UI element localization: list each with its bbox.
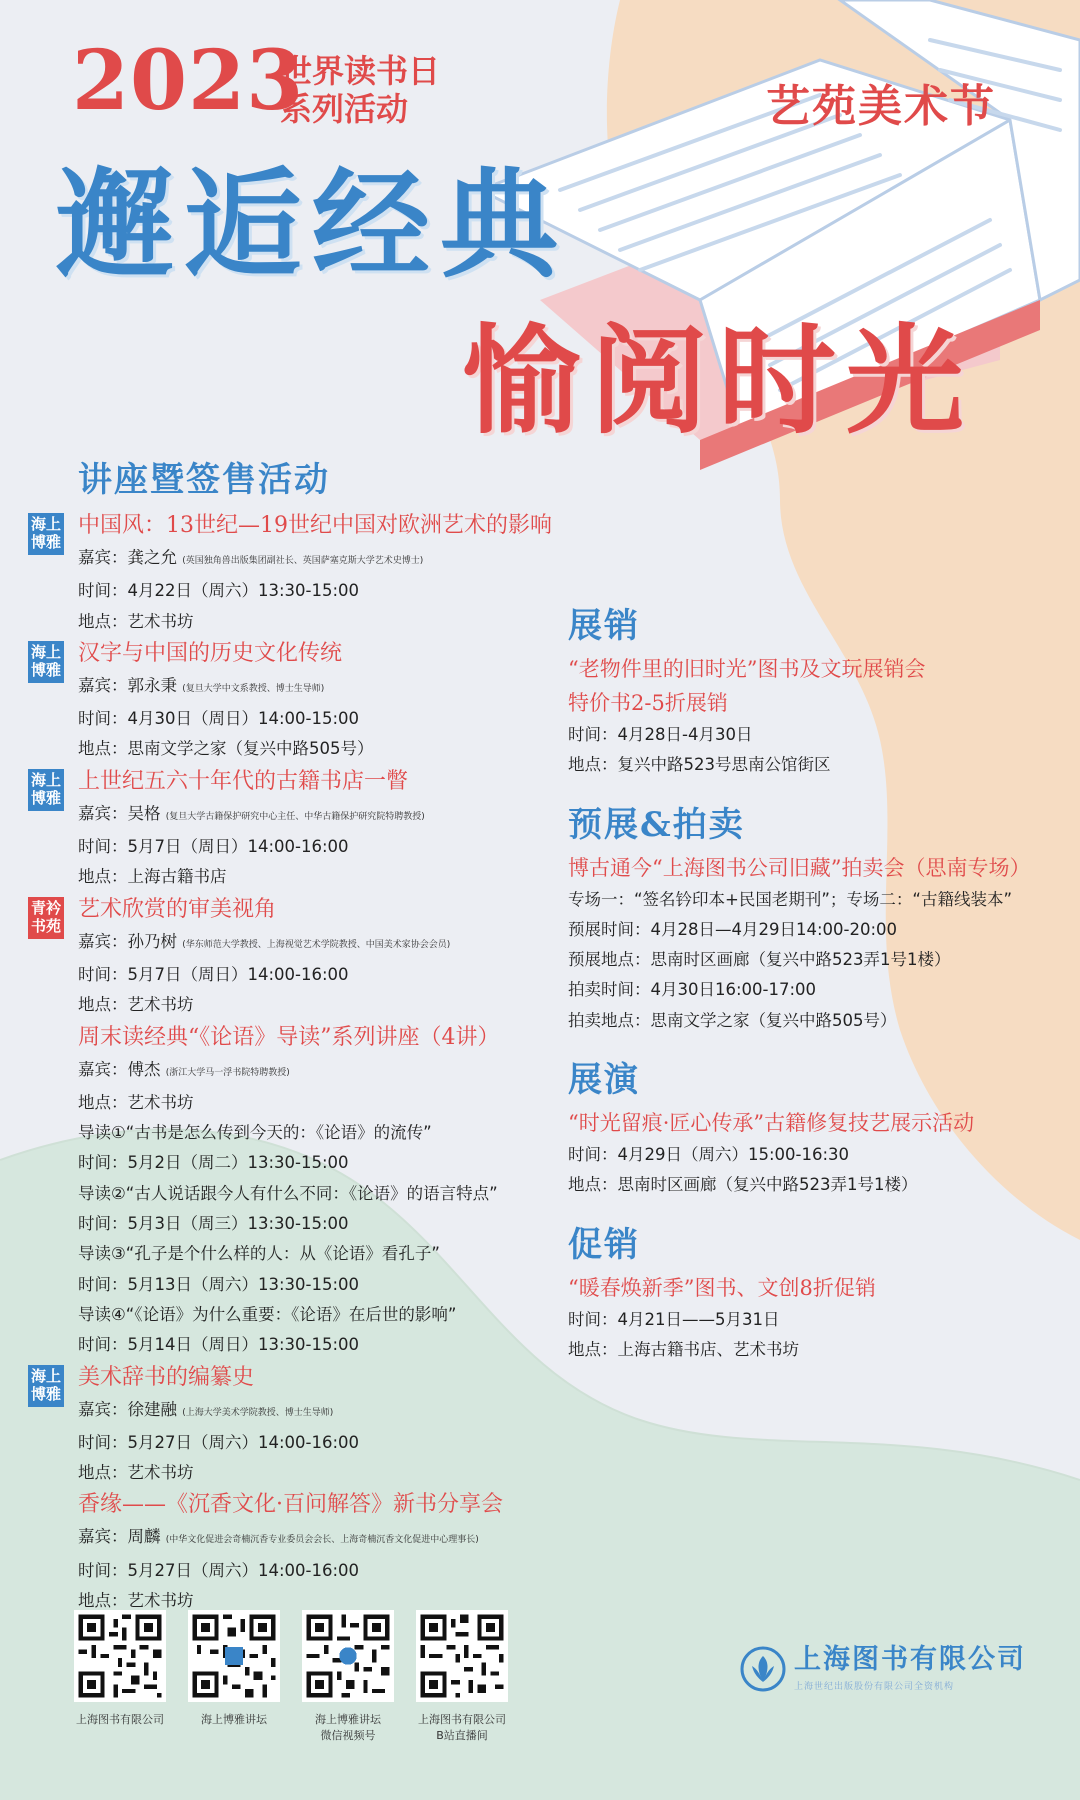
analects-session-time: 时间：5月2日（周二）13:30-15:00	[78, 1153, 349, 1173]
analects-session-time: 时间：5月3日（周三）13:30-15:00	[78, 1214, 349, 1234]
analects-session-topic: 导读③“孔子是个什么样的人：从《论语》看孔子”	[78, 1244, 440, 1264]
qr-label: 海上博雅讲坛 微信视频号	[315, 1713, 381, 1742]
promo-section	[568, 1219, 1073, 1366]
lecture-title: 上世纪五六十年代的古籍书店一瞥	[78, 768, 409, 794]
lecture-guest: 嘉宾：吴格 (复旦大学古籍保护研究中心主任、中华古籍保护研究院特聘教授)	[78, 803, 425, 823]
lecture-place: 地点：艺术书坊	[78, 1463, 194, 1483]
year-heading: 2023	[72, 33, 305, 129]
event-line2: 系列活动	[280, 90, 409, 128]
auction-line: 预展地点：思南时区画廊（复兴中路523弄1号1楼）	[568, 950, 951, 970]
book-sharing-title: 香缘——《沉香文化·百问解答》新书分享会	[78, 1492, 503, 1518]
auction-line: 拍卖时间：4月30日16:00-17:00	[568, 980, 817, 1000]
book-sharing-time: 时间：5月27日（周六）14:00-16:00	[78, 1560, 360, 1580]
event-label	[280, 52, 440, 128]
lecture-badge: 海上博雅	[28, 1365, 64, 1407]
qr-code-row	[74, 1610, 508, 1744]
lecture-time: 时间：5月7日（周日）14:00-16:00	[78, 837, 349, 857]
qr-label: 上海图书有限公司	[76, 1713, 164, 1726]
company-logo	[740, 1645, 1026, 1692]
promo-place: 地点：上海古籍书店、艺术书坊	[568, 1339, 799, 1359]
auction-line: 专场一：“签名钤印本+民国老期刊”；专场二：“古籍线装本”	[568, 889, 1013, 909]
main-title-line2: 愉阅时光	[462, 311, 975, 450]
right-column	[568, 600, 1073, 1383]
lecture-title: 艺术欣赏的审美视角	[78, 896, 277, 922]
lecture-badge: 海上博雅	[28, 513, 64, 555]
lecture-guest: 嘉宾：孙乃树 (华东师范大学教授、上海视觉艺术学院教授、中国美术家协会会员)	[78, 931, 451, 951]
lecture-badge: 青衿书苑	[28, 897, 64, 939]
book-sharing-guest: 嘉宾：周麟 (中华文化促进会奇楠沉香专业委员会会长、上海奇楠沉香文化促进中心理事长)	[78, 1527, 479, 1547]
auction-line: 拍卖地点：思南文学之家（复兴中路505号）	[568, 1010, 897, 1030]
analects-guest: 嘉宾：傅杰 (浙江大学马一浮书院特聘教授)	[78, 1059, 290, 1079]
exhibition-place: 地点：复兴中路523号思南公馆街区	[568, 755, 831, 775]
lecture-place: 地点：艺术书坊	[78, 611, 194, 631]
lectures-section	[22, 452, 562, 1616]
lecture-item	[22, 509, 562, 637]
qr-label: 海上博雅讲坛	[201, 1713, 267, 1726]
qr-code-item	[302, 1610, 394, 1744]
book-sharing-item	[22, 1488, 562, 1616]
analects-session-topic: 导读④“《论语》为什么重要：《论语》在后世的影响”	[78, 1304, 457, 1324]
promo-time: 时间：4月21日——5月31日	[568, 1309, 780, 1329]
lecture-time: 时间：4月22日（周六）13:30-15:00	[78, 581, 360, 601]
event-line1: 世界读书日	[280, 52, 441, 90]
main-title-line1: 邂逅经典	[56, 155, 569, 294]
exhibition-section	[568, 600, 1073, 781]
lecture-guest: 嘉宾：龚之允 (英国独角兽出版集团副社长、英国萨塞克斯大学艺术史博士)	[78, 548, 424, 567]
lecture-title: 汉字与中国的历史文化传统	[78, 640, 343, 666]
lecture-item	[22, 765, 562, 893]
show-section	[568, 1054, 1073, 1201]
qr-label: 上海图书有限公司 B站直播间	[418, 1713, 506, 1742]
show-time: 时间：4月29日（周六）15:00-16:30	[568, 1145, 850, 1165]
company-subtitle: 上海世纪出版股份有限公司全资机构	[794, 1682, 955, 1692]
promo-title: 促销	[568, 1224, 640, 1265]
analects-series	[22, 1021, 562, 1361]
book-sharing-place: 地点：艺术书坊	[78, 1591, 194, 1611]
company-logo-text	[794, 1645, 1026, 1692]
auction-title: 预展&拍卖	[568, 804, 745, 845]
qr-code-item	[416, 1610, 508, 1744]
qr-code-item	[74, 1610, 166, 1744]
qr-code-icon[interactable]	[74, 1610, 166, 1702]
analects-session-topic: 导读②“古人说话跟今人有什么不同：《论语》的语言特点”	[78, 1183, 498, 1203]
auction-line: 预展时间：4月28日—4月29日14:00-20:00	[568, 919, 898, 939]
show-subtitle: “时光留痕·匠心传承”古籍修复技艺展示活动	[568, 1111, 975, 1136]
show-title: 展演	[568, 1060, 640, 1101]
analects-place: 地点：艺术书坊	[78, 1092, 194, 1112]
lecture-time: 时间：4月30日（周日）14:00-15:00	[78, 709, 360, 729]
lecture-place: 地点：艺术书坊	[78, 995, 194, 1015]
promo-subtitle: “暖春焕新季”图书、文创8折促销	[568, 1275, 876, 1300]
lecture-item	[22, 1361, 562, 1489]
qr-code-icon[interactable]	[302, 1610, 394, 1702]
lecture-place: 地点：思南文学之家（复兴中路505号）	[78, 739, 374, 759]
lecture-item	[22, 893, 562, 1021]
analects-session-time: 时间：5月13日（周六）13:30-15:00	[78, 1274, 360, 1294]
lecture-title: 美术辞书的编纂史	[78, 1364, 255, 1390]
lectures-section-title: 讲座暨签售活动	[78, 460, 330, 500]
lecture-guest: 嘉宾：徐建融 (上海大学美术学院教授、博士生导师)	[78, 1399, 334, 1419]
lecture-title: 中国风：13世纪—19世纪中国对欧洲艺术的影响	[78, 513, 552, 538]
festival-label: 艺苑美术节	[766, 81, 996, 132]
auction-subtitle: 博古通今“上海图书公司旧藏”拍卖会（思南专场）	[568, 855, 1031, 880]
lecture-time: 时间：5月27日（周六）14:00-16:00	[78, 1432, 360, 1452]
analects-session-time: 时间：5月14日（周日）13:30-15:00	[78, 1335, 360, 1355]
company-logo-icon	[740, 1646, 786, 1692]
analects-title: 周末读经典“《论语》导读”系列讲座（4讲）	[78, 1024, 500, 1050]
exhibition-discount: 特价书2-5折展销	[568, 691, 728, 715]
qr-code-icon[interactable]	[188, 1610, 280, 1702]
exhibition-time: 时间：4月28日-4月30日	[568, 725, 753, 744]
exhibition-subtitle: “老物件里的旧时光”图书及文玩展销会	[568, 657, 926, 681]
lecture-place: 地点：上海古籍书店	[78, 867, 227, 887]
auction-section	[568, 799, 1073, 1036]
lecture-guest: 嘉宾：郭永秉 (复旦大学中文系教授、博士生导师)	[78, 675, 325, 695]
lecture-item	[22, 637, 562, 765]
exhibition-title: 展销	[568, 606, 640, 646]
lecture-badge: 海上博雅	[28, 641, 64, 683]
analects-session-topic: 导读①“古书是怎么传到今天的：《论语》的流传”	[78, 1123, 432, 1143]
lecture-time: 时间：5月7日（周日）14:00-16:00	[78, 964, 349, 984]
lecture-badge: 海上博雅	[28, 769, 64, 811]
qr-code-icon[interactable]	[416, 1610, 508, 1702]
qr-code-item	[188, 1610, 280, 1744]
company-name: 上海图书有限公司	[794, 1644, 1026, 1675]
show-place: 地点：思南时区画廊（复兴中路523弄1号1楼）	[568, 1175, 918, 1195]
